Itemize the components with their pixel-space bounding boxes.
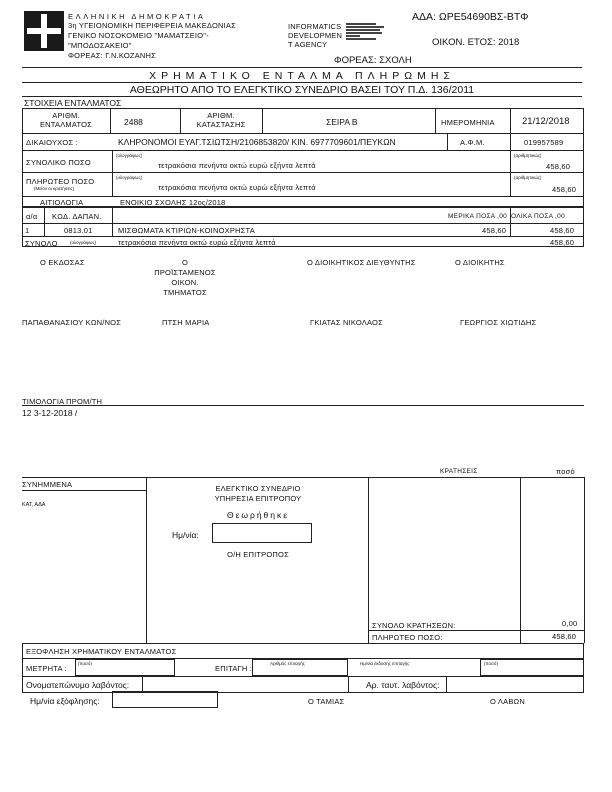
details-table xyxy=(22,108,584,207)
date-label: ΗΜΕΡΟΜΗΝΙΑ xyxy=(441,118,495,127)
paid-sublabel: (Μείον οι κρατήσεις) xyxy=(34,186,75,191)
words-note: (ολογράφως) xyxy=(70,240,97,245)
invoice-label: ΤΙΜΟΛΟΓΙΑ ΠΡΟΜ/ΤΗ xyxy=(22,397,103,406)
col-divider xyxy=(44,207,45,236)
cash-amount-note: (ποσό) xyxy=(78,661,92,666)
divider xyxy=(22,96,582,97)
greek-cross-logo xyxy=(24,11,64,51)
cheque-number-note: Αριθμός επιταγής xyxy=(270,661,305,666)
col-aa: α/α xyxy=(26,212,38,221)
col-divider xyxy=(262,108,263,133)
reason-value: ΕΝΟΙΚΙΟ ΣΧΟΛΗΣ 12ος/2018 xyxy=(120,198,226,207)
col-divider xyxy=(368,477,369,643)
signer-name-1: ΠΑΠΑΘΑΝΑΣΙΟΥ ΚΩΝ/ΝΟΣ xyxy=(22,318,122,327)
ada-code: ΑΔΑ: ΩΡΕ54690ΒΣ-ΒΤΦ xyxy=(412,11,529,23)
attachments-label: ΣΥΝΗΜΜΕΝΑ xyxy=(22,480,73,489)
payable-value: 458,60 xyxy=(552,632,577,641)
signer-name-2: ΠΤΣΗ ΜΑΡΙΑ xyxy=(162,318,210,327)
informatics-label-2: DEVELOPMEN xyxy=(288,31,343,40)
region-name: 3η ΥΓΕΙΟΝΟΜΙΚΗ ΠΕΡΙΦΕΡΕΙΑ ΜΑΚΕΔΟΝΙΑΣ xyxy=(68,21,236,30)
col-divider xyxy=(348,676,349,693)
digits-note: (αριθμητικώς) xyxy=(514,175,542,180)
item-aa: 1 xyxy=(25,226,30,235)
col-divider xyxy=(447,133,448,150)
foreas-label: ΦΟΡΕΑΣ: ΣΧΟΛΗ xyxy=(334,55,412,66)
afm-label: Α.Φ.Μ. xyxy=(460,138,485,147)
court-label-1: ΕΛΕΓΚΤΙΚΟ ΣΥΝΕΔΡΙΟ xyxy=(215,484,301,493)
total-deductions-value: 0,00 xyxy=(562,619,578,628)
row-divider xyxy=(22,133,584,134)
col-divider xyxy=(180,108,181,133)
reason-label: ΑΙΤΙΟΛΟΓΙΑ xyxy=(40,198,84,207)
digits-note: (αριθμητικώς) xyxy=(514,153,542,158)
afm-value: 019957589 xyxy=(524,138,564,147)
court-label-2: ΥΠΗΡΕΣΙΑ ΕΠΙΤΡΟΠΟΥ xyxy=(214,494,302,503)
total-label: ΣΥΝΟΛΙΚΟ ΠΟΣΟ xyxy=(26,158,91,167)
sign-admin: Ο ΔΙΟΙΚΗΤΙΚΟΣ ΔΙΕΥΘΥΝΤΗΣ xyxy=(307,258,416,267)
cheque-date-note: Ημ/νία έκδοσης επιταγής xyxy=(360,661,410,666)
settlement-title: ΕΞΟΦΛΗΣΗ ΧΡΗΜΑΤΙΚΟΥ ΕΝΤΑΛΜΑΤΟΣ xyxy=(26,647,177,656)
signer-name-4: ΓΕΩΡΓΙΟΣ ΧΙΩΤΙΔΗΣ xyxy=(460,318,537,327)
informatics-label-3: T AGENCY xyxy=(288,40,328,49)
arith-entalmatos-label: ΑΡΙΘΜ. ΕΝΤΑΛΜΑΤΟΣ xyxy=(39,111,93,129)
sum-value: 458,60 xyxy=(550,238,575,247)
document-title: ΧΡΗΜΑΤΙΚΟ ΕΝΤΑΛΜΑ ΠΛΗΡΩΜΗΣ xyxy=(149,70,455,82)
divider xyxy=(22,676,584,677)
sign-head-4: ΤΜΗΜΑΤΟΣ xyxy=(163,288,207,297)
payable-label: ΠΛΗΡΩΤΕΟ ΠΟΣΟ: xyxy=(372,633,443,642)
sign-head-3: ΟΙΚΟΝ. xyxy=(171,278,199,287)
divider xyxy=(22,477,584,478)
item-desc: ΜΙΣΘΩΜΑΤΑ ΚΤΙΡΙΩΝ-ΚΟΙΝΟΧΡΗΣΤΑ xyxy=(118,226,255,235)
kat-ada-label: ΚΑΤ, ΑΔΑ xyxy=(22,502,46,508)
informatics-label-1: INFORMATICS xyxy=(288,22,342,31)
row-divider xyxy=(22,150,584,151)
pay-date-field[interactable] xyxy=(112,691,218,708)
pay-date-label: Ημ/νία εξόφλησης: xyxy=(30,696,100,706)
divider xyxy=(368,630,584,631)
informatics-fine-print xyxy=(346,22,386,52)
approved-label: Θεωρήθηκε xyxy=(226,510,290,520)
approval-date-label: Ημ/νία: xyxy=(172,530,199,540)
sign-issuer: Ο ΕΚΔΟΣΑΣ xyxy=(40,258,85,267)
sum-words: τετρακόσια πενήντα οκτώ ευρώ εξήντα λεπτά xyxy=(118,238,276,247)
cash-label: ΜΕΤΡΗΤΑ : xyxy=(26,664,67,673)
republic-title: ΕΛΛΗΝΙΚΗ ΔΗΜΟΚΡΑΤΙΑ xyxy=(68,12,206,21)
sign-head-1: Ο xyxy=(181,258,189,267)
item-partial: 458,60 xyxy=(482,226,507,235)
id-number-label: Αρ. ταυτ. λαβόντος: xyxy=(366,680,440,690)
col-partial: ΜΕΡΙΚΑ ΠΟΣΑ ,00 xyxy=(448,213,508,220)
words-note: (ολογράφως) xyxy=(116,153,143,158)
agency-name: ΦΟΡΕΑΣ: Γ.Ν.ΚΟΖΑΝΗΣ xyxy=(68,51,156,60)
invoice-value: 12 3-12-2018 / xyxy=(22,408,78,418)
recipient-label: Ονοματεπώνυμο λαβόντος: xyxy=(26,680,130,690)
document-subtitle: ΑΘΕΩΡΗΤΟ ΑΠΟ ΤΟ ΕΛΕΓΚΤΙΚΟ ΣΥΝΕΔΡΙΟ ΒΑΣΕΙ ΤΟΥ Π.Δ. 136/2011 xyxy=(129,84,475,96)
cheque-amount-note: (ποσό) xyxy=(484,661,498,666)
item-code: 0813.01 xyxy=(64,226,93,235)
sign-head xyxy=(150,258,220,298)
section-title: ΣΤΟΙΧΕΙΑ ΕΝΤΑΛΜΑΤΟΣ xyxy=(24,98,122,108)
total-digits: 458,60 xyxy=(546,162,571,171)
beneficiary-value: ΚΛΗΡΟΝΟΜΟΙ ΕΥΑΓ.ΤΣΙΩΤΣΗ/2106853820/ ΚΙΝ. 6977709601/ΠΕΥΚΩΝ xyxy=(118,137,396,147)
paid-words: τετρακόσια πενήντα οκτώ ευρώ εξήντα λεπτά xyxy=(158,183,316,192)
divider xyxy=(22,67,582,68)
item-total: 458,60 xyxy=(550,226,575,235)
col-divider xyxy=(146,477,147,643)
sign-head-2: ΠΡΟΪΣΤΑΜΕΝΟΣ xyxy=(154,268,216,277)
divider xyxy=(22,405,584,406)
col-total: ΟΛΙΚΑ ΠΟΣΑ ,00 xyxy=(511,213,565,220)
signer-name-3: ΓΚΙΑΤΑΣ ΝΙΚΟΛΑΟΣ xyxy=(310,318,383,327)
beneficiary-label: ΔΙΚΑΙΟΥΧΟΣ : xyxy=(26,138,78,147)
col-divider xyxy=(435,108,436,133)
sign-director: Ο ΔΙΟΙΚΗΤΗΣ xyxy=(455,258,505,267)
arith-entalmatos-value: 2488 xyxy=(124,117,143,127)
divider xyxy=(22,490,146,491)
divider xyxy=(22,82,582,83)
arith-katastasis-label: ΑΡΙΘΜ. ΚΑΤΑΣΤΑΣΗΣ xyxy=(196,111,246,129)
col-divider xyxy=(584,477,585,643)
col-divider xyxy=(110,108,111,133)
hospital-name-2: "ΜΠΟΔΟΣΑΚΕΙΟ" xyxy=(68,41,132,50)
cashier-label: Ο ΤΑΜΙΑΣ xyxy=(308,697,345,706)
col-divider xyxy=(446,676,447,693)
col-divider xyxy=(510,150,511,196)
col-divider xyxy=(510,207,511,236)
date-value: 21/12/2018 xyxy=(522,116,570,127)
row-divider xyxy=(22,172,584,173)
col-divider xyxy=(520,477,521,643)
col-divider xyxy=(112,207,113,236)
row-divider xyxy=(22,236,584,237)
col-code: ΚΩΔ. ΔΑΠΑΝ. xyxy=(52,212,102,221)
col-divider xyxy=(112,150,113,196)
fiscal-year: ΟΙΚΟΝ. ΕΤΟΣ: 2018 xyxy=(432,37,520,48)
total-deductions-label: ΣΥΝΟΛΟ ΚΡΑΤΗΣΕΩΝ: xyxy=(372,621,456,630)
deductions-label: ΚΡΑΤΗΣΕΙΣ xyxy=(440,468,478,475)
col-divider xyxy=(510,133,511,150)
paid-digits: 458,60 xyxy=(552,185,577,194)
words-note: (ολογράφως) xyxy=(116,175,143,180)
paid-label: ΠΛΗΡΩΤΕΟ ΠΟΣΟ xyxy=(26,177,95,186)
row-divider xyxy=(22,196,584,197)
total-words: τετρακόσια πενήντα οκτώ ευρώ εξήντα λεπτά xyxy=(158,161,316,170)
sum-label: ΣΥΝΟΛΟ xyxy=(25,239,58,248)
receiver-label: Ο ΛΑΒΩΝ xyxy=(490,697,525,706)
col-divider xyxy=(510,108,511,133)
cheque-label: ΕΠΙΤΑΓΗ : xyxy=(215,664,253,673)
commissioner-label: Ο/Η ΕΠΙΤΡΟΠΟΣ xyxy=(227,550,289,559)
seira-value: ΣΕΙΡΑ Β xyxy=(326,117,358,127)
approval-date-input[interactable] xyxy=(212,523,312,543)
row-divider xyxy=(22,223,584,224)
amount-label: ποσό xyxy=(556,467,575,476)
hospital-name: ΓΕΝΙΚΟ ΝΟΣΟΚΟΜΕΙΟ "ΜΑΜΑΤΣΕΙΟ"- xyxy=(68,31,209,40)
